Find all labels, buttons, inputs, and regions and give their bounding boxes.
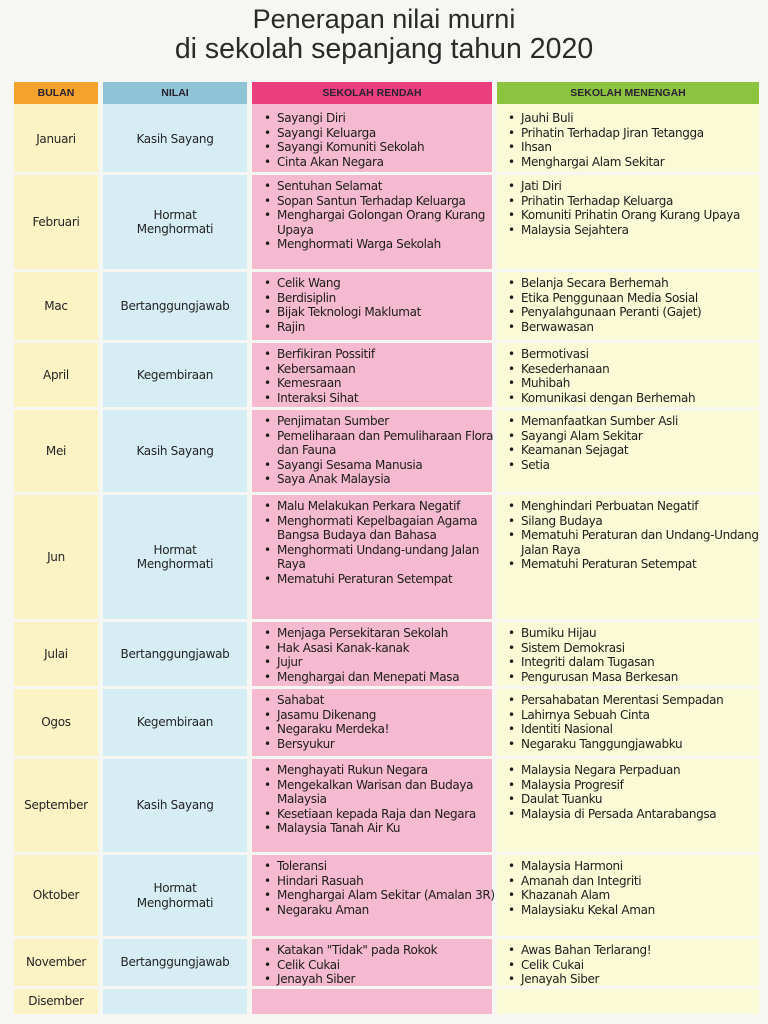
sekolah-rendah-list <box>256 499 496 587</box>
list-item: • Jati Diri <box>500 179 768 194</box>
list-item: • Komunikasi dengan Berhemah <box>500 391 768 406</box>
sekolah-menengah-list <box>500 276 768 334</box>
table-row <box>0 107 768 172</box>
list-item: • Ihsan <box>500 140 768 155</box>
nilai-cell: Bertanggungjawab <box>120 298 230 313</box>
month-cell: Januari <box>36 132 76 147</box>
sekolah-rendah-list <box>256 943 496 987</box>
list-item: • Hak Asasi Kanak-kanak <box>256 641 496 656</box>
list-item: • Berdisiplin <box>256 291 496 306</box>
list-item: • Muhibah <box>500 376 768 391</box>
row-divider <box>14 172 759 175</box>
month-cell: Mei <box>45 443 67 458</box>
list-item: • Bijak Teknologi Maklumat <box>256 305 496 320</box>
list-item: • Identiti Nasional <box>500 722 768 737</box>
row-divider <box>14 269 759 272</box>
list-item: • Penjimatan Sumber <box>256 414 496 429</box>
sekolah-menengah-list <box>500 111 768 169</box>
list-item: • Bermotivasi <box>500 347 768 362</box>
list-item: • Penyalahgunaan Peranti (Gajet) <box>500 305 768 320</box>
list-item: • Hindari Rasuah <box>256 874 496 889</box>
list-item: • Malaysia Sejahtera <box>500 223 768 238</box>
list-item: • Keamanan Sejagat <box>500 443 768 458</box>
list-item: • Malaysia di Persada Antarabangsa <box>500 807 768 822</box>
month-cell: Jun <box>47 549 65 564</box>
month-cell: Julai <box>44 646 68 661</box>
sekolah-menengah-list <box>500 499 768 572</box>
list-item: • Sahabat <box>256 693 496 708</box>
table-row <box>0 989 768 1014</box>
list-item: • Jasamu Dikenang <box>256 708 496 723</box>
header-sekolah-rendah: SEKOLAH RENDAH <box>252 82 492 104</box>
list-item: • Malaysiaku Kekal Aman <box>500 903 768 918</box>
month-cell: Februari <box>32 214 80 229</box>
list-item: • Setia <box>500 458 768 473</box>
nilai-cell: Bertanggungjawab <box>120 955 230 970</box>
list-item: • Jenayah Siber <box>500 972 768 987</box>
nilai-cell: Kegembiraan <box>136 367 214 382</box>
table-row <box>0 759 768 852</box>
sekolah-menengah-list <box>500 414 768 472</box>
nilai-cell: Kasih Sayang <box>136 798 214 813</box>
sekolah-rendah-list <box>256 276 496 334</box>
list-item: • Menghormati Kepelbagaian Agama Bangsa Budaya dan Bahasa <box>256 514 496 543</box>
nilai-cell <box>103 989 247 1014</box>
list-item: • Menghayati Rukun Negara <box>256 763 496 778</box>
row-divider <box>14 686 759 689</box>
list-item: • Etika Penggunaan Media Sosial <box>500 291 768 306</box>
list-item: • Sopan Santun Terhadap Keluarga <box>256 194 496 209</box>
list-item: • Pengurusan Masa Berkesan <box>500 670 768 685</box>
sekolah-menengah-list <box>500 943 768 987</box>
table-row <box>0 175 768 269</box>
sekolah-menengah-list <box>500 179 768 237</box>
list-item: • Sayangi Keluarga <box>256 126 496 141</box>
list-item: • Celik Cukai <box>256 958 496 973</box>
sekolah-rendah-list <box>256 111 496 169</box>
list-item: • Sayangi Diri <box>256 111 496 126</box>
list-item: • Berwawasan <box>500 320 768 335</box>
list-item: • Negaraku Aman <box>256 903 496 918</box>
list-item: • Prihatin Terhadap Keluarga <box>500 194 768 209</box>
list-item: • Kemesraan <box>256 376 496 391</box>
list-item: • Celik Wang <box>256 276 496 291</box>
list-item: • Malaysia Harmoni <box>500 859 768 874</box>
table-row <box>0 689 768 756</box>
list-item: • Toleransi <box>256 859 496 874</box>
sekolah-rendah-list <box>256 859 496 917</box>
row-divider <box>14 619 759 622</box>
list-item: • Amanah dan Integriti <box>500 874 768 889</box>
nilai-cell: Hormat Menghormati <box>136 207 214 236</box>
list-item: • Menghargai Golongan Orang Kurang Upaya <box>256 208 496 237</box>
list-item: • Kesederhanaan <box>500 362 768 377</box>
list-item: • Mematuhi Peraturan dan Undang-Undang Jalan Raya <box>500 528 768 557</box>
row-divider <box>14 986 759 989</box>
list-item: • Saya Anak Malaysia <box>256 472 496 487</box>
list-item: • Negaraku Tanggungjawabku <box>500 737 768 752</box>
list-item: • Malu Melakukan Perkara Negatif <box>256 499 496 514</box>
month-cell: Ogos <box>41 715 71 730</box>
list-item: • Bumiku Hijau <box>500 626 768 641</box>
list-item: • Malaysia Tanah Air Ku <box>256 821 496 836</box>
list-item: • Sentuhan Selamat <box>256 179 496 194</box>
list-item: • Mematuhi Peraturan Setempat <box>256 572 496 587</box>
sekolah-menengah-list <box>500 347 768 405</box>
list-item: • Sistem Demokrasi <box>500 641 768 656</box>
list-item: • Menghargai Alam Sekitar <box>500 155 768 170</box>
header-sekolah-menengah: SEKOLAH MENENGAH <box>497 82 759 104</box>
row-divider <box>14 756 759 759</box>
list-item: • Sayangi Sesama Manusia <box>256 458 496 473</box>
list-item: • Kesetiaan kepada Raja dan Negara <box>256 807 496 822</box>
list-item: • Interaksi Sihat <box>256 391 496 406</box>
list-item: • Menjaga Persekitaran Sekolah <box>256 626 496 641</box>
list-item: • Memanfaatkan Sumber Asli <box>500 414 768 429</box>
sekolah-rendah-list <box>256 763 496 836</box>
list-item: • Berfikiran Possitif <box>256 347 496 362</box>
list-item: • Menghormati Undang-undang Jalan Raya <box>256 543 496 572</box>
sekolah-rendah-list <box>256 347 496 405</box>
list-item: • Mematuhi Peraturan Setempat <box>500 557 768 572</box>
month-cell: Mac <box>44 298 68 313</box>
table-row <box>0 939 768 986</box>
month-cell: September <box>24 798 88 813</box>
page-title-line1: Penerapan nilai murni <box>252 4 516 34</box>
sekolah-rendah-list <box>256 693 496 751</box>
month-cell: November <box>25 955 87 970</box>
row-divider <box>14 492 759 495</box>
nilai-cell: Kasih Sayang <box>136 443 214 458</box>
sekolah-menengah-list <box>500 763 768 821</box>
list-item: • Silang Budaya <box>500 514 768 529</box>
table-row <box>0 495 768 619</box>
list-item: • Awas Bahan Terlarang! <box>500 943 768 958</box>
list-item: • Komuniti Prihatin Orang Kurang Upaya <box>500 208 768 223</box>
month-cell: April <box>43 367 69 382</box>
list-item: • Sayangi Komuniti Sekolah <box>256 140 496 155</box>
list-item: • Jujur <box>256 655 496 670</box>
list-item: • Daulat Tuanku <box>500 792 768 807</box>
list-item: • Sayangi Alam Sekitar <box>500 429 768 444</box>
list-item: • Kebersamaan <box>256 362 496 377</box>
table-row <box>0 272 768 340</box>
row-divider <box>14 407 759 410</box>
nilai-cell: Kegembiraan <box>136 715 214 730</box>
header-nilai: NILAI <box>103 82 247 104</box>
list-item: • Menghargai Alam Sekitar (Amalan 3R) <box>256 888 496 903</box>
list-item: • Lahirnya Sebuah Cinta <box>500 708 768 723</box>
list-item: • Celik Cukai <box>500 958 768 973</box>
list-item: • Prihatin Terhadap Jiran Tetangga <box>500 126 768 141</box>
row-divider <box>14 936 759 939</box>
list-item: • Persahabatan Merentasi Sempadan <box>500 693 768 708</box>
table-row <box>0 343 768 407</box>
list-item: • Bersyukur <box>256 737 496 752</box>
list-item: • Belanja Secara Berhemah <box>500 276 768 291</box>
sekolah-rendah-list <box>256 626 496 684</box>
sekolah-menengah-list <box>500 693 768 751</box>
list-item: • Integriti dalam Tugasan <box>500 655 768 670</box>
list-item: • Malaysia Negara Perpaduan <box>500 763 768 778</box>
table-row <box>0 410 768 492</box>
list-item: • Rajin <box>256 320 496 335</box>
list-item: • Menghormati Warga Sekolah <box>256 237 496 252</box>
month-cell: Oktober <box>32 888 80 903</box>
list-item: • Menghargai dan Menepati Masa <box>256 670 496 685</box>
header-bulan: BULAN <box>14 82 98 104</box>
table-row <box>0 855 768 936</box>
sekolah-menengah-list <box>500 626 768 684</box>
list-item: • Katakan "Tidak" pada Rokok <box>256 943 496 958</box>
nilai-cell: Kasih Sayang <box>136 132 214 147</box>
list-item: • Menghindari Perbuatan Negatif <box>500 499 768 514</box>
list-item: • Malaysia Progresif <box>500 778 768 793</box>
sekolah-rendah-list <box>256 179 496 252</box>
row-divider <box>14 852 759 855</box>
list-item: • Pemeliharaan dan Pemuliharaan Flora dan Fauna <box>256 429 496 458</box>
list-item: • Cinta Akan Negara <box>256 155 496 170</box>
sekolah-rendah-list <box>256 414 496 487</box>
page-title-line2: di sekolah sepanjang tahun 2020 <box>174 33 594 65</box>
nilai-cell: Hormat Menghormati <box>136 881 214 910</box>
list-item: • Mengekalkan Warisan dan Budaya Malaysia <box>256 778 496 807</box>
nilai-cell: Hormat Menghormati <box>136 542 214 571</box>
list-item: • Negaraku Merdeka! <box>256 722 496 737</box>
month-cell: Disember <box>28 994 84 1009</box>
row-divider <box>14 340 759 343</box>
nilai-cell: Bertanggungjawab <box>120 646 230 661</box>
list-item: • Khazanah Alam <box>500 888 768 903</box>
table-row <box>0 622 768 686</box>
sekolah-menengah-list <box>500 859 768 917</box>
list-item: • Jenayah Siber <box>256 972 496 987</box>
list-item: • Jauhi Buli <box>500 111 768 126</box>
